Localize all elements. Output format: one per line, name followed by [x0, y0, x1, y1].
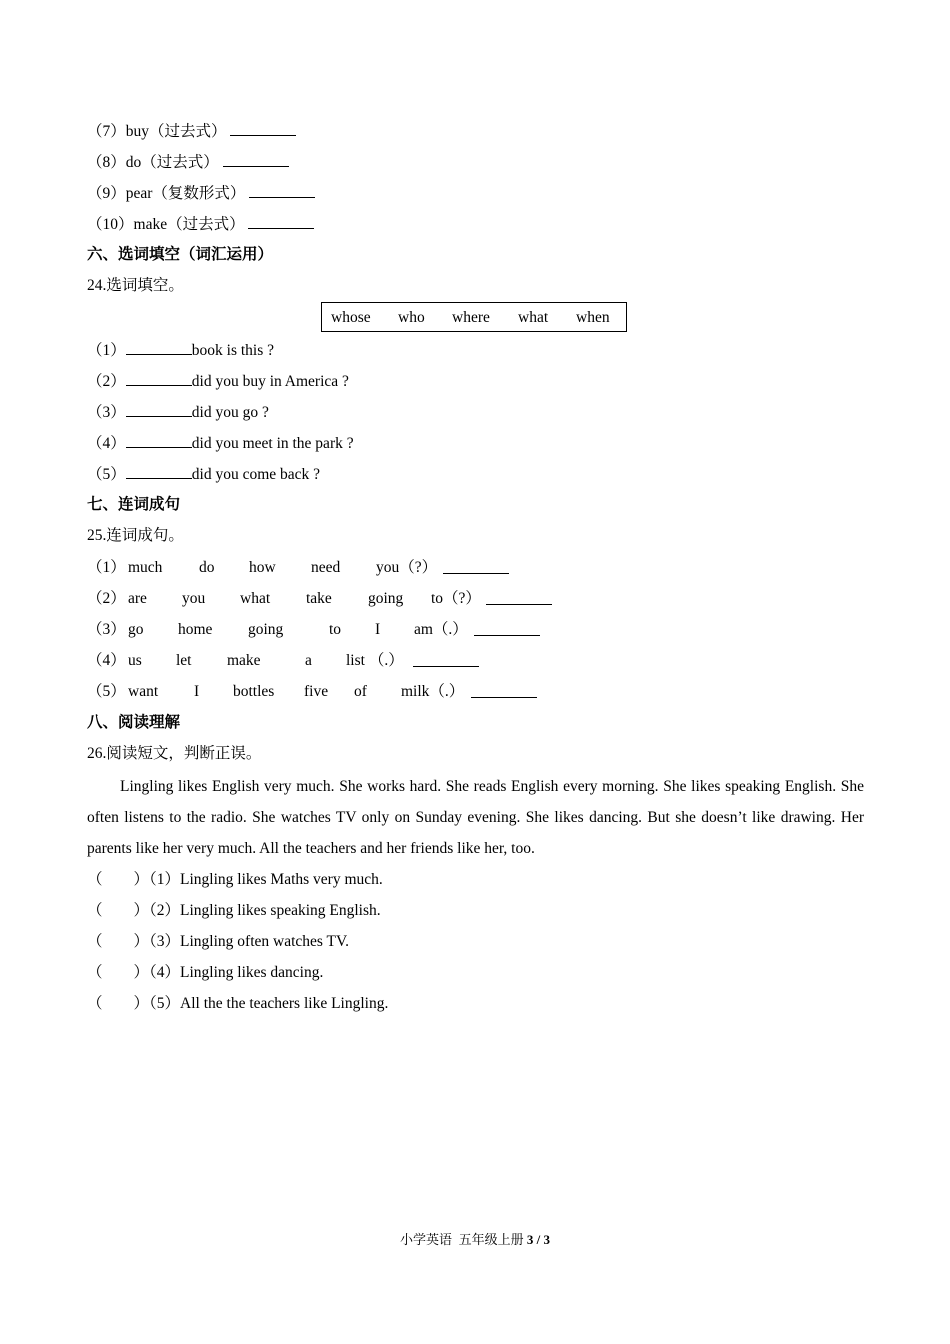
q25-item-5 [87, 682, 787, 702]
statement-text: （4）Lingling likes dancing. [149, 964, 324, 981]
answer-parentheses[interactable]: （ ） [87, 933, 150, 950]
q24-item-5 [87, 464, 320, 485]
answer-parentheses[interactable]: （ ） [87, 995, 150, 1012]
item-text: do（过去式） [125, 154, 219, 171]
answer-blank[interactable] [126, 464, 192, 479]
section7-heading: 七、连词成句 [87, 496, 181, 513]
answer-blank[interactable] [126, 402, 192, 417]
q24-item-4 [87, 433, 354, 454]
answer-blank[interactable] [126, 371, 192, 386]
item-number: （4） [87, 652, 126, 669]
answer-blank[interactable] [126, 340, 192, 355]
q24-item-3 [87, 402, 269, 423]
section8-heading: 八、阅读理解 [87, 714, 181, 731]
answer-blank[interactable] [249, 183, 315, 198]
page-footer [0, 1229, 950, 1248]
scrambled-word: what [240, 590, 271, 607]
question-25-prompt: 25.连词成句。 [87, 527, 184, 544]
scrambled-word: us [128, 652, 142, 669]
judgement-statement-4 [87, 963, 323, 983]
item-text: pear（复数形式） [125, 185, 246, 202]
footer-page-total: 3 [543, 1232, 550, 1247]
question-26-prompt: 26.阅读短文，判断正误。 [87, 745, 262, 762]
answer-blank[interactable] [471, 683, 537, 698]
scrambled-word: home [178, 621, 213, 638]
scrambled-word: you [182, 590, 206, 607]
scrambled-word: list （.） [346, 652, 404, 669]
scrambled-word: much [128, 559, 163, 576]
item-number: （7） [87, 123, 126, 140]
word-bank-word: whose [331, 309, 371, 326]
scrambled-word: make [227, 652, 261, 669]
q25-item-3 [87, 620, 787, 640]
answer-blank[interactable] [413, 652, 479, 667]
scrambled-word: five [304, 683, 329, 700]
reading-passage: Lingling likes English very much. She works hard. She reads English every morning. She likes speaking English. She often listens to the radio. She watches TV only on Sunday evening. She likes dancing. But she doesn’t like drawing. Her parents like her very much. All the teachers and her friends like her, too. [87, 778, 864, 857]
item-text: did you come back ? [191, 466, 321, 483]
item-number: （4） [87, 435, 126, 452]
q23-item-10 [87, 214, 314, 235]
answer-blank[interactable] [230, 121, 296, 136]
scrambled-word: bottles [233, 683, 275, 700]
footer-subject: 小学英语 [400, 1232, 453, 1247]
judgement-statement-5 [87, 994, 388, 1014]
answer-blank[interactable] [474, 621, 540, 636]
footer-separator: / [536, 1232, 541, 1247]
scrambled-word: going [248, 621, 284, 638]
word-bank-word: what [518, 309, 549, 326]
scrambled-word: am（.） [414, 621, 468, 638]
item-number: （8） [87, 154, 126, 171]
item-number: （1） [87, 342, 126, 359]
scrambled-word: I [194, 683, 200, 700]
scrambled-word: take [306, 590, 332, 607]
word-bank [321, 302, 627, 332]
scrambled-word: go [128, 621, 144, 638]
item-number: （3） [87, 621, 126, 638]
statement-text: （2）Lingling likes speaking English. [149, 902, 381, 919]
answer-parentheses[interactable]: （ ） [87, 964, 150, 981]
scrambled-word: let [176, 652, 192, 669]
item-number: （2） [87, 590, 126, 607]
item-text: did you meet in the park ? [191, 435, 354, 452]
statement-text: （1）Lingling likes Maths very much. [149, 871, 383, 888]
item-number: （9） [87, 185, 126, 202]
q23-item-8 [87, 152, 289, 173]
item-text: did you go ? [191, 404, 269, 421]
scrambled-word: are [128, 590, 147, 607]
word-bank-word: when [576, 309, 610, 326]
item-number: （3） [87, 404, 126, 421]
footer-grade: 五年级上册 [458, 1232, 524, 1247]
scrambled-word: a [305, 652, 312, 669]
scrambled-word: I [375, 621, 381, 638]
answer-blank[interactable] [248, 214, 314, 229]
item-text: book is this ? [191, 342, 275, 359]
answer-parentheses[interactable]: （ ） [87, 902, 150, 919]
word-bank-word: who [398, 309, 425, 326]
q23-item-9 [87, 183, 315, 204]
scrambled-word: how [249, 559, 276, 576]
q24-item-2 [87, 371, 349, 392]
item-number: （1） [87, 559, 126, 576]
scrambled-word: of [354, 683, 367, 700]
section6-heading: 六、选词填空（词汇运用） [87, 246, 274, 263]
answer-parentheses[interactable]: （ ） [87, 871, 150, 888]
judgement-statement-3 [87, 932, 349, 952]
answer-blank[interactable] [223, 152, 289, 167]
scrambled-word: milk（.） [401, 683, 465, 700]
answer-blank[interactable] [443, 559, 509, 574]
footer-page-number: 3 [526, 1232, 534, 1247]
statement-text: （3）Lingling often watches TV. [149, 933, 350, 950]
scrambled-word: need [311, 559, 341, 576]
scrambled-word: to（?） [431, 590, 481, 607]
question-24-prompt: 24.选词填空。 [87, 277, 184, 294]
q25-item-1 [87, 558, 787, 578]
answer-blank[interactable] [486, 590, 552, 605]
item-number: （10） [87, 216, 134, 233]
scrambled-word: do [199, 559, 215, 576]
item-text: buy（过去式） [125, 123, 227, 140]
q24-item-1 [87, 340, 274, 361]
q25-item-4 [87, 651, 787, 671]
judgement-statement-2 [87, 901, 381, 921]
statement-text: （5）All the the teachers like Lingling. [149, 995, 389, 1012]
q25-item-2 [87, 589, 787, 609]
item-text: did you buy in America ? [191, 373, 349, 390]
judgement-statement-1 [87, 870, 383, 890]
answer-blank[interactable] [126, 433, 192, 448]
item-number: （5） [87, 466, 126, 483]
q23-item-7 [87, 121, 296, 142]
item-number: （2） [87, 373, 126, 390]
scrambled-word: going [368, 590, 404, 607]
item-number: （5） [87, 683, 126, 700]
scrambled-word: to [329, 621, 342, 638]
scrambled-word: you（?） [376, 559, 438, 576]
item-text: make（过去式） [133, 216, 245, 233]
scrambled-word: want [128, 683, 159, 700]
word-bank-word: where [452, 309, 490, 326]
